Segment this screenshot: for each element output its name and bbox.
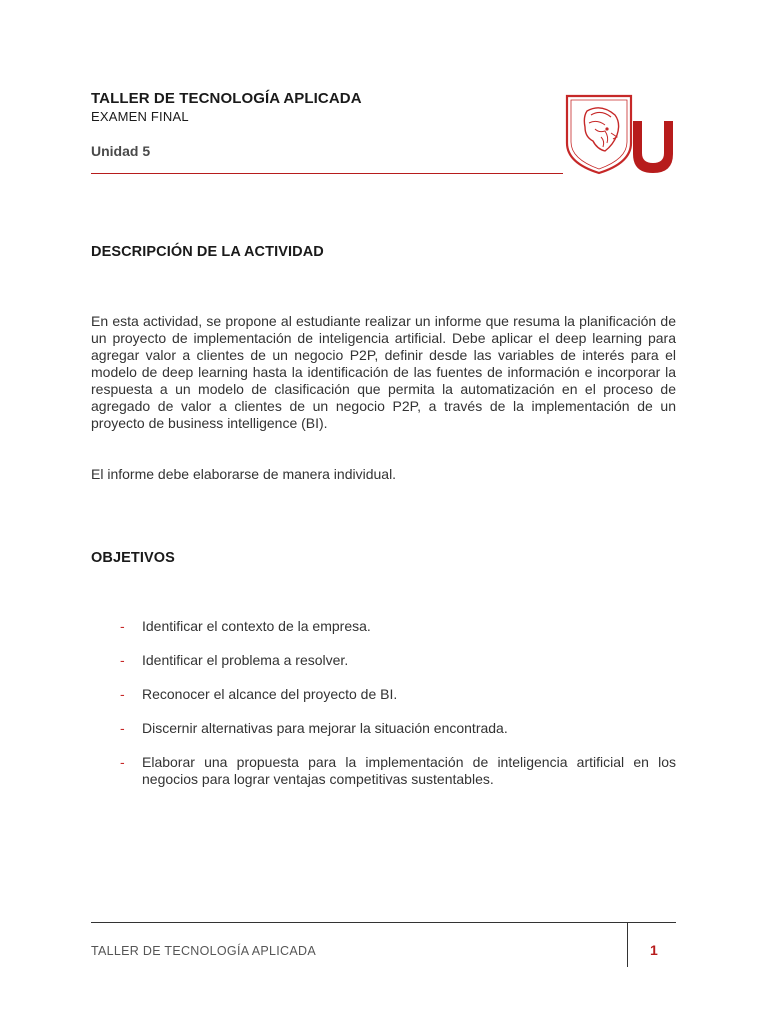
- footer-divider: [91, 922, 676, 923]
- bullet-dash: -: [120, 720, 125, 736]
- footer-vertical-divider: [627, 922, 628, 967]
- objective-item: [119, 754, 676, 788]
- objective-text: Elaborar una propuesta para la implementación de inteligencia artificial en los negocios para lograr ventajas competitivas sustentables.: [142, 754, 676, 787]
- objective-item: [119, 686, 676, 703]
- bullet-dash: -: [120, 686, 125, 702]
- page-number: 1: [650, 942, 658, 958]
- objective-text: Discernir alternativas para mejorar la situación encontrada.: [142, 720, 508, 736]
- objective-text: Reconocer el alcance del proyecto de BI.: [142, 686, 398, 702]
- individual-note: El informe debe elaborarse de manera individual.: [91, 466, 397, 482]
- bullet-dash: -: [120, 754, 125, 770]
- objective-item: [119, 618, 676, 635]
- objective-item: [119, 720, 676, 737]
- document-title: TALLER DE TECNOLOGÍA APLICADA: [91, 90, 362, 107]
- objectives-list: [119, 618, 676, 805]
- unit-label: Unidad 5: [91, 143, 151, 159]
- description-paragraph: En esta actividad, se propone al estudiante realizar un informe que resuma la planificación de un proyecto de implementación de inteligencia artificial. Debe aplicar el deep learning para agregar valor a clientes de un negocio P2P, definir desde las variables de interés para el modelo de deep learning hasta la identificación de las fuentes de información e incorporar la respuesta a un modelo de clasificación que permita la automatización en el proceso de agregado de valor a clientes de un negocio P2P, a través de la implementación de un proyecto de business intelligence (BI).: [91, 313, 676, 431]
- objective-text: Identificar el problema a resolver.: [142, 652, 349, 668]
- university-shield-logo-icon: [561, 93, 679, 177]
- bullet-dash: -: [120, 618, 125, 634]
- document-subtitle: EXAMEN FINAL: [91, 109, 189, 124]
- objectives-heading: OBJETIVOS: [91, 550, 175, 566]
- description-heading: DESCRIPCIÓN DE LA ACTIVIDAD: [91, 244, 324, 260]
- bullet-dash: -: [120, 652, 125, 668]
- objective-item: [119, 652, 676, 669]
- objective-text: Identificar el contexto de la empresa.: [142, 618, 371, 634]
- footer-title: TALLER DE TECNOLOGÍA APLICADA: [91, 944, 316, 958]
- header-divider: [91, 173, 563, 174]
